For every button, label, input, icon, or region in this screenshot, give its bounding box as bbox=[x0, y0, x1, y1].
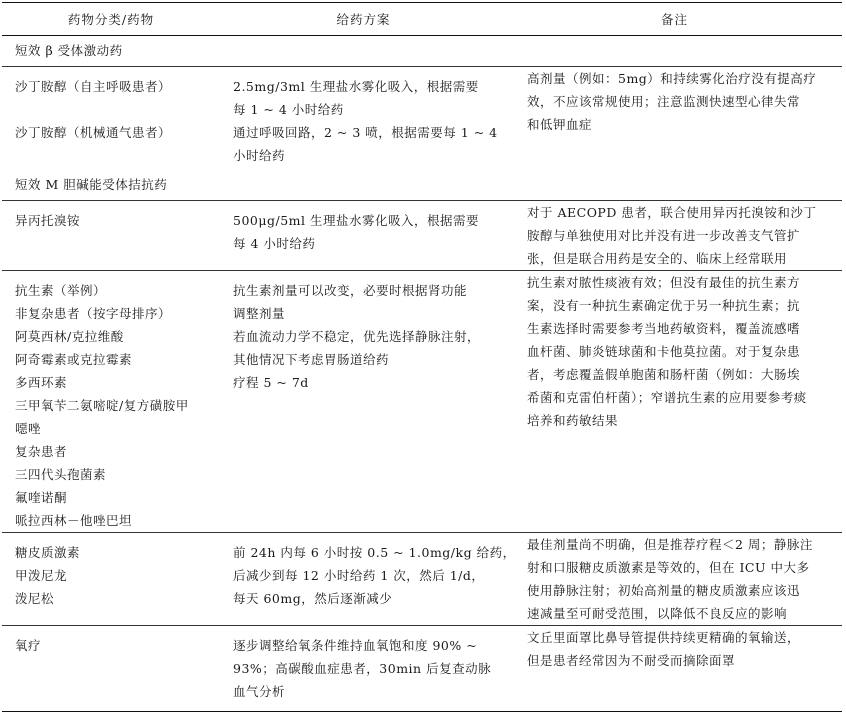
regimen-line: 疗程 5 ~ 7d bbox=[233, 375, 309, 390]
notes-line: 射和口服糖皮质激素是等效的，但在 ICU 中大多 bbox=[527, 560, 810, 575]
drug-line: 沙丁胺醇（机械通气患者） bbox=[15, 125, 172, 140]
regimen-cell bbox=[220, 533, 516, 626]
drug-line: 阿莫西林/克拉维酸 bbox=[15, 329, 124, 344]
drug-line: 抗生素（举例） bbox=[15, 283, 107, 298]
drug-line: 复杂患者 bbox=[15, 444, 68, 459]
notes-cell bbox=[507, 271, 842, 533]
notes-line: 培养和药敏结果 bbox=[527, 413, 619, 428]
drug-cell bbox=[2, 271, 220, 533]
drug-cell bbox=[2, 533, 220, 626]
notes-cell bbox=[507, 67, 842, 168]
drug-line: 噁唑 bbox=[15, 421, 42, 436]
header-regimen: 给药方案 bbox=[220, 3, 507, 36]
drug-line: 非复杂患者（按字母排序） bbox=[15, 306, 172, 321]
drug-line: 泼尼松 bbox=[15, 591, 55, 606]
notes-line: 和低钾血症 bbox=[527, 117, 593, 132]
regimen-line: 血气分析 bbox=[233, 684, 286, 699]
drug-line: 阿奇霉素或克拉霉素 bbox=[15, 352, 133, 367]
header-notes: 备注 bbox=[507, 3, 842, 36]
regimen-line: 2.5mg/3ml 生理盐水雾化吸入，根据需要 bbox=[233, 79, 479, 94]
notes-line: 高剂量（例如：5mg）和持续雾化治疗没有提高疗 bbox=[527, 71, 817, 86]
notes-cell bbox=[507, 201, 842, 271]
category-row bbox=[2, 167, 842, 201]
regimen-line: 抗生素剂量可以改变，必要时根据肾功能 bbox=[233, 283, 468, 298]
regimen-line: 每 4 小时给药 bbox=[233, 236, 316, 251]
drug-table bbox=[2, 2, 842, 712]
drug-line: 糖皮质激素 bbox=[15, 545, 81, 560]
notes-cell bbox=[507, 533, 842, 626]
drug-line: 异丙托溴铵 bbox=[15, 213, 81, 228]
category-row bbox=[2, 36, 842, 67]
notes-line: 最佳剂量尚不明确，但是推荐疗程＜2 周；静脉注 bbox=[527, 537, 813, 552]
regimen-cell bbox=[220, 271, 507, 533]
table-row bbox=[2, 201, 842, 271]
notes-line: 速减量至可耐受范围，以降低不良反应的影响 bbox=[527, 606, 788, 621]
regimen-line: 调整剂量 bbox=[233, 306, 286, 321]
regimen-line: 小时给药 bbox=[233, 148, 286, 163]
table-row bbox=[2, 67, 842, 122]
drug-line: 甲泼尼龙 bbox=[15, 568, 68, 583]
drug-cell bbox=[2, 626, 220, 712]
category-label: 短效 β 受体激动药 bbox=[15, 43, 123, 58]
drug-line: 沙丁胺醇（自主呼吸患者） bbox=[15, 79, 172, 94]
drug-line: 多西环素 bbox=[15, 375, 68, 390]
regimen-cell bbox=[220, 626, 507, 712]
table-row bbox=[2, 533, 842, 626]
regimen-cell bbox=[220, 67, 507, 122]
regimen-line: 后减少到每 12 小时给药 1 次，然后 1/d， bbox=[233, 568, 485, 583]
notes-line: 生素选择时需要参考当地药敏资料，覆盖流感嗜 bbox=[527, 321, 801, 336]
regimen-line: 逐步调整给氧条件维持血氧饱和度 90% ~ bbox=[233, 638, 478, 653]
regimen-line: 前 24h 内每 6 小时按 0.5 ~ 1.0mg/kg 给药， bbox=[233, 545, 516, 560]
drug-line: 三四代头孢菌素 bbox=[15, 467, 107, 482]
regimen-line: 若血流动力学不稳定，优先选择静脉注射， bbox=[233, 329, 481, 344]
notes-line: 案，没有一种抗生素确定优于另一种抗生素；抗 bbox=[527, 298, 801, 313]
regimen-line: 通过呼吸回路，2 ~ 3 喷，根据需要每 1 ~ 4 bbox=[233, 125, 498, 140]
notes-line: 但是患者经常因为不耐受而摘除面罩 bbox=[527, 653, 736, 668]
regimen-line: 每天 60mg，然后逐渐减少 bbox=[233, 591, 393, 606]
regimen-cell bbox=[220, 201, 507, 271]
regimen-cell bbox=[220, 121, 507, 167]
regimen-line: 其他情况下考虑胃肠道给药 bbox=[233, 352, 390, 367]
regimen-line: 每 1 ~ 4 小时给药 bbox=[233, 102, 344, 117]
notes-line: 对于 AECOPD 患者，联合使用异丙托溴铵和沙丁 bbox=[527, 205, 817, 220]
notes-line: 使用静脉注射；初始高剂量的糖皮质激素应该迅 bbox=[527, 583, 801, 598]
notes-line: 者，考虑覆盖假单胞菌和肠杆菌（例如：大肠埃 bbox=[527, 367, 801, 382]
drug-line: 氟喹诺酮 bbox=[15, 490, 68, 505]
notes-cell bbox=[507, 626, 842, 712]
drug-cell bbox=[2, 67, 220, 122]
table-row bbox=[2, 626, 842, 712]
drug-cell bbox=[2, 201, 220, 271]
category-label: 短效 M 胆碱能受体拮抗药 bbox=[15, 177, 168, 192]
notes-line: 抗生素对脓性痰液有效；但没有最佳的抗生素方 bbox=[527, 275, 801, 290]
drug-cell bbox=[2, 121, 220, 167]
table-header-row bbox=[2, 3, 842, 36]
drug-line: 三甲氧苄二氨嘧啶/复方磺胺甲 bbox=[15, 398, 189, 413]
notes-line: 效，不应该常规使用；注意监测快速型心律失常 bbox=[527, 94, 801, 109]
table-row bbox=[2, 271, 842, 533]
notes-line: 文丘里面罩比鼻导管提供持续更精确的氧输送， bbox=[527, 630, 801, 645]
notes-line: 张，但是联合用药是安全的、临床上经常联用 bbox=[527, 251, 788, 266]
notes-line: 血杆菌、肺炎链球菌和卡他莫拉菌。对于复杂患 bbox=[527, 344, 801, 359]
regimen-line: 93%；高碳酸血症患者，30min 后复查动脉 bbox=[233, 661, 492, 676]
drug-line: 哌拉西林－他唑巴坦 bbox=[15, 513, 133, 528]
notes-line: 胺醇与单独使用对比并没有进一步改善支气管扩 bbox=[527, 228, 801, 243]
notes-line: 希菌和克雷伯杆菌）；窄谱抗生素的应用要参考痰 bbox=[527, 390, 807, 405]
regimen-line: 500μg/5ml 生理盐水雾化吸入，根据需要 bbox=[233, 213, 479, 228]
header-drug: 药物分类/药物 bbox=[2, 3, 220, 36]
drug-line: 氧疗 bbox=[15, 638, 42, 653]
